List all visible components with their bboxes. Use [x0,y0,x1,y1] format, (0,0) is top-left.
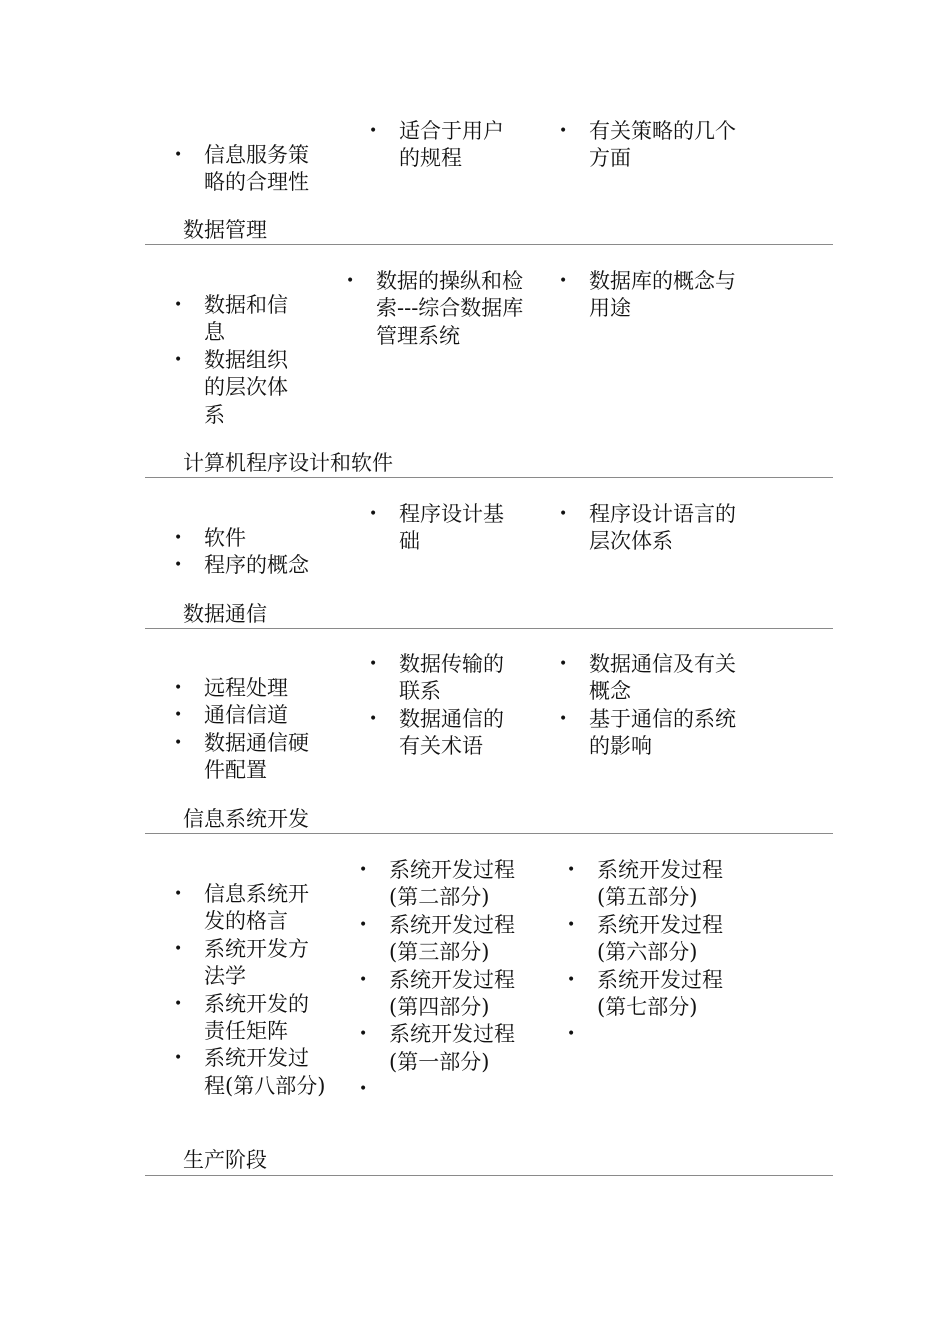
bullet-icon: • [369,710,378,727]
list-item: • 程序的概念 [204,552,354,579]
list-item: • 基于通信的系统的影响 [559,706,736,759]
section-heading: 数据管理 [183,218,267,242]
list-item: • 远程处理 [204,675,329,702]
list-item: • 系统开发过程(第一部分) [359,1022,515,1074]
list-item: • 系统开发的责任矩阵 [174,991,309,1044]
list-item: • 系统开发过程(第二部分) [359,858,515,910]
bullet-icon: • [174,351,183,368]
list-item: • 系统开发过程(第四部分) [359,967,515,1020]
bullet-icon: • [567,1026,576,1043]
bullet-icon: • [174,886,183,902]
bullet-icon: • [567,862,576,878]
list-item: • 系统开发过程(第三部分) [359,912,515,965]
bullet-icon: • [567,916,576,933]
section-2-col-3 [559,268,739,323]
list-item: • 系统开发过程(第八部分) [174,1046,326,1098]
list-item: • 信息系统开发的格言 [174,882,309,934]
section-4-col-2 [369,651,524,761]
bullet-icon: • [359,1026,368,1043]
list-item: • 适合于用户的规程 [369,119,504,171]
bullet-icon: • [174,734,183,751]
list-item: • 有关策略的几个方面 [559,119,736,171]
section-3-col-3 [559,501,739,556]
list-item: • 程序设计语言的层次体系 [559,502,736,554]
bullet-icon: • [346,273,355,289]
bullet-icon: • [369,506,378,522]
divider [145,244,833,245]
list-item: • 系统开发过程(第七部分) [567,967,723,1020]
section-1-col-1 [174,142,329,197]
divider [145,477,833,478]
bullet-icon: • [567,971,576,988]
section-3-col-2 [369,501,524,556]
section-2-col-2 [346,268,534,350]
bullet-icon: • [174,297,183,313]
section-5-col-2 [359,857,539,1104]
bullet-icon: • [369,656,378,672]
divider [145,628,833,629]
section-5-col-1 [174,881,329,1100]
section-4-col-3 [559,651,739,761]
bullet-icon: • [174,707,183,724]
bullet-icon: • [359,916,368,933]
list-item: • 数据的操纵和检索---综合数据库管理系统 [346,269,524,348]
bullet-icon: • [174,1050,183,1067]
bullet-icon: • [174,940,183,957]
list-item: • 数据组织的层次体系 [174,347,288,427]
section-3-col-1 [174,525,354,580]
section-4-col-1 [174,675,329,785]
list-item: • 数据通信及有关概念 [559,652,736,704]
bullet-icon: • [559,273,568,289]
list-item: • 通信信道 [204,702,329,729]
section-heading: 生产阶段 [183,1148,267,1172]
section-1-col-3 [559,118,739,173]
divider [145,1175,833,1176]
bullet-icon: • [359,971,368,988]
bullet-icon: • [174,995,183,1012]
bullet-icon: • [174,530,183,546]
bullet-icon: • [359,1081,368,1098]
list-item: • 软件 [204,525,354,552]
list-item: • 系统开发过程(第五部分) [567,858,723,910]
section-2-col-1 [174,292,308,429]
list-item [567,1021,747,1048]
list-item: • 数据通信的有关术语 [369,706,504,759]
list-item: • 数据通信硬件配置 [174,730,309,783]
list-item: • 数据库的概念与用途 [559,269,736,321]
bullet-icon: • [559,506,568,522]
section-heading: 信息系统开发 [183,807,309,831]
list-item: • 信息服务策略的合理性 [174,143,309,195]
bullet-icon: • [359,862,368,878]
list-item: • 系统开发方法学 [174,936,309,989]
list-item [359,1076,539,1103]
bullet-icon: • [559,656,568,672]
section-heading: 计算机程序设计和软件 [183,451,393,475]
bullet-icon: • [559,123,568,139]
bullet-icon: • [369,123,378,139]
list-item: • 数据传输的联系 [369,652,504,704]
section-1-col-2 [369,118,524,173]
list-item: • 程序设计基础 [369,502,504,554]
section-heading: 数据通信 [183,602,267,626]
list-item: • 系统开发过程(第六部分) [567,912,723,965]
bullet-icon: • [174,680,183,696]
section-5-col-3 [567,857,747,1049]
bullet-icon: • [174,557,183,574]
bullet-icon: • [559,710,568,727]
divider [145,833,833,834]
bullet-icon: • [174,147,183,163]
list-item: • 数据和信息 [174,293,288,345]
